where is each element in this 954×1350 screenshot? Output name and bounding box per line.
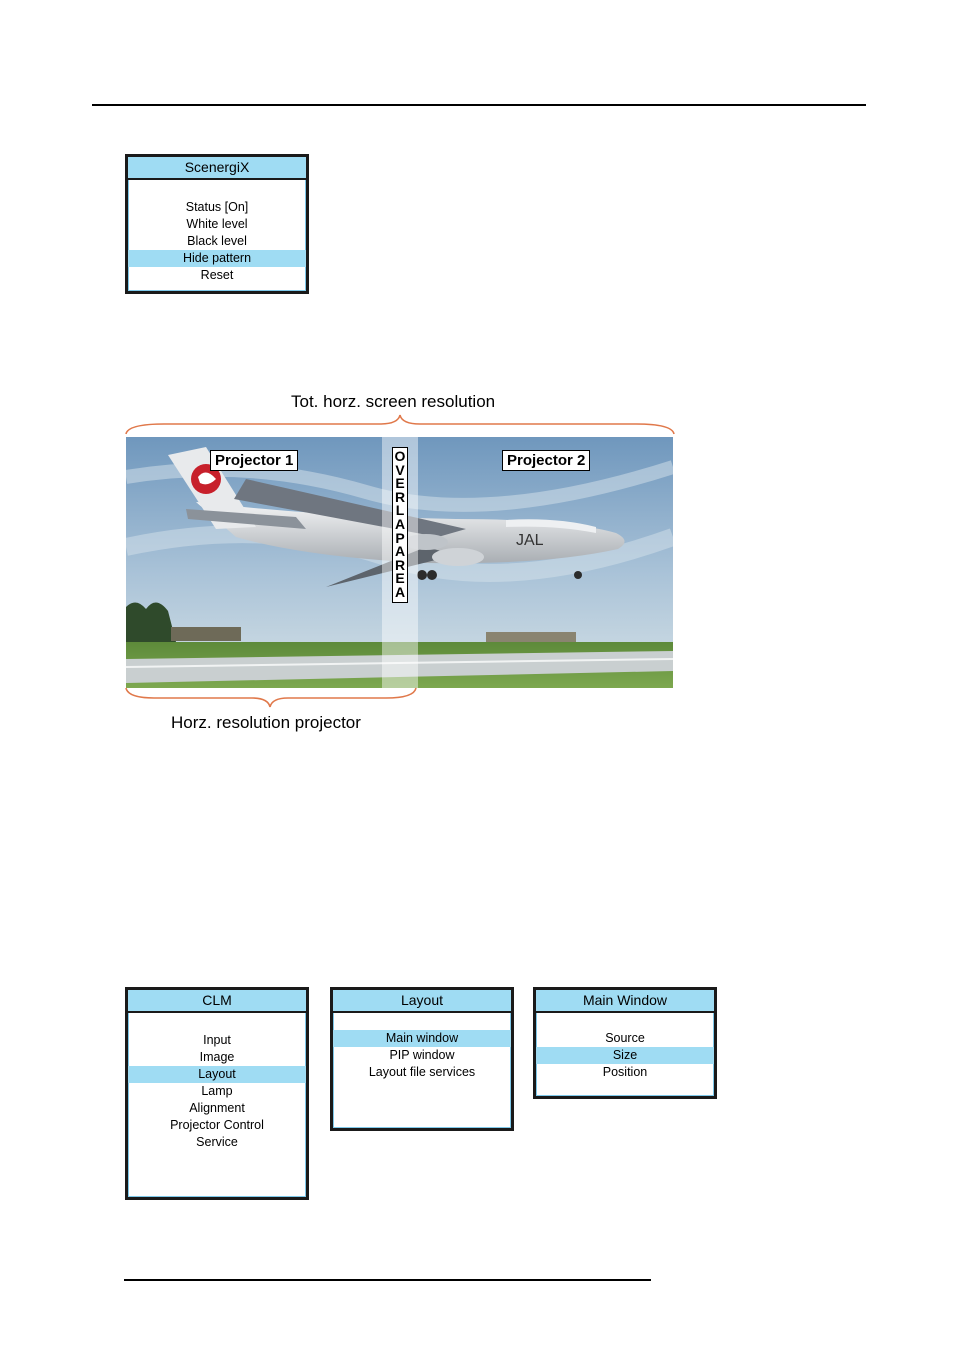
menu-item-status[interactable]: Status [On] (185, 200, 249, 214)
menu-item-main-window[interactable]: Main window (333, 1030, 511, 1047)
menu-item-size[interactable]: Size (536, 1047, 714, 1064)
menu-item-lamp[interactable]: Lamp (201, 1084, 233, 1098)
page-header-rule (92, 104, 866, 106)
menu-item-alignment[interactable]: Alignment (189, 1101, 245, 1115)
clm-menu-title: CLM (128, 990, 306, 1013)
bottom-brace (124, 686, 420, 710)
menu-item-layout[interactable]: Layout (128, 1066, 306, 1083)
top-brace (124, 412, 676, 436)
projector-1-label: Projector 1 (210, 450, 298, 471)
scenergix-menu-title: ScenergiX (128, 157, 306, 180)
top-caption: Tot. horz. screen resolution (291, 392, 496, 411)
overlap-illustration (126, 437, 673, 688)
menu-item-black-level[interactable]: Black level (187, 234, 247, 248)
menu-item-pip-window[interactable]: PIP window (389, 1048, 455, 1062)
menu-item-projector-control[interactable]: Projector Control (170, 1118, 264, 1132)
menu-item-layout-file-services[interactable]: Layout file services (368, 1065, 476, 1079)
layout-menu (330, 987, 514, 1131)
menu-item-position[interactable]: Position (602, 1065, 648, 1079)
scenergix-menu (125, 154, 309, 294)
menu-item-source[interactable]: Source (605, 1031, 645, 1045)
menu-item-input[interactable]: Input (203, 1033, 231, 1047)
menu-item-hide-pattern[interactable]: Hide pattern (128, 250, 306, 267)
page-footer-rule (124, 1279, 651, 1281)
menu-item-image[interactable]: Image (199, 1050, 235, 1064)
bottom-caption: Horz. resolution projector (171, 713, 361, 732)
projector-2-label: Projector 2 (502, 450, 590, 471)
svg-text:JAL: JAL (516, 532, 544, 549)
menu-item-service[interactable]: Service (196, 1135, 238, 1149)
menu-item-reset[interactable]: Reset (200, 268, 234, 282)
overlap-area-label: OVERLAP AREA (392, 447, 408, 603)
menu-item-white-level[interactable]: White level (186, 217, 248, 231)
main-window-menu-title: Main Window (536, 990, 714, 1013)
clm-menu (125, 987, 309, 1200)
layout-menu-title: Layout (333, 990, 511, 1013)
main-window-menu (533, 987, 717, 1099)
